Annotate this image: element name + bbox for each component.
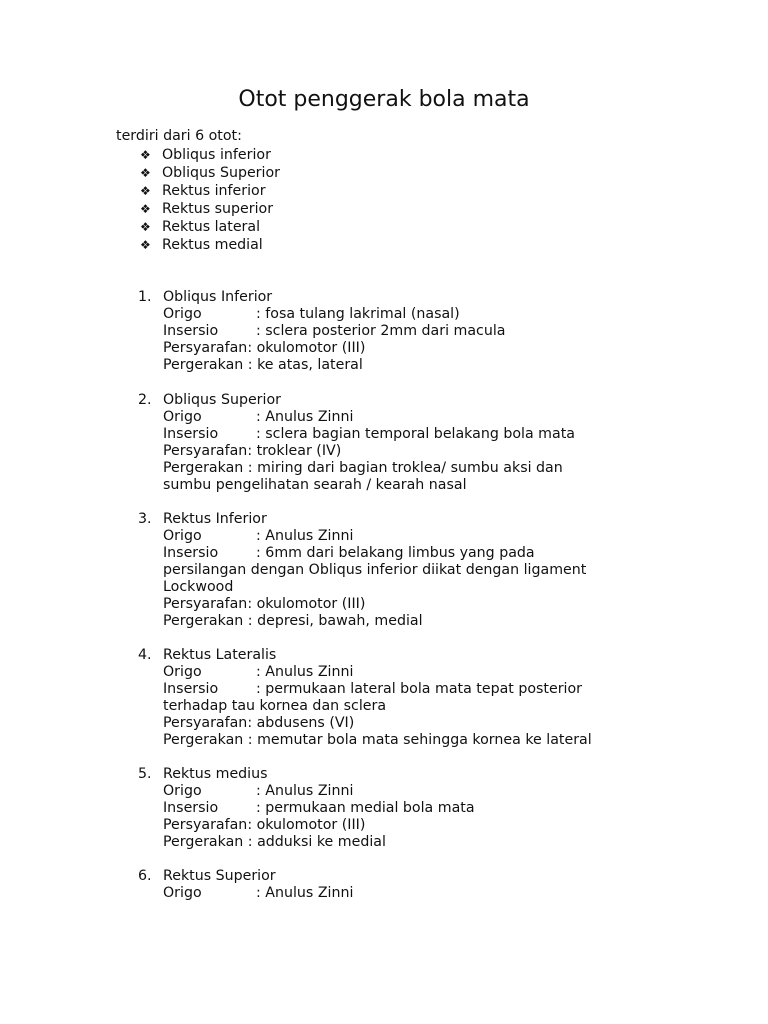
- section-number: 2.: [138, 392, 152, 408]
- section-rektus-medius: [138, 766, 475, 851]
- pergerakan-value: : memutar bola mata sehingga kornea ke lateral: [243, 732, 592, 748]
- pergerakan-value: : adduksi ke medial: [243, 834, 386, 850]
- bullet-label: Rektus medial: [162, 236, 263, 253]
- insersio-value: : permukaan medial bola mata: [256, 800, 475, 816]
- diamond-bullet-icon: ❖: [140, 201, 151, 216]
- bullet-label: Obliqus inferior: [162, 146, 271, 163]
- diamond-bullet-icon: ❖: [140, 165, 151, 180]
- pergerakan-value: : ke atas, lateral: [243, 357, 363, 373]
- origo-value: : Anulus Zinni: [256, 664, 354, 680]
- section-rektus-lateralis: [138, 647, 592, 749]
- diamond-bullet-icon: ❖: [140, 183, 151, 198]
- section-obliqus-inferior: [138, 289, 505, 374]
- pergerakan-label: Pergerakan: [163, 357, 244, 373]
- section-number: 4.: [138, 647, 152, 663]
- diamond-bullet-icon: ❖: [140, 219, 151, 234]
- persyarafan-value: : okulomotor (III): [247, 340, 366, 356]
- origo-value: : Anulus Zinni: [256, 528, 354, 544]
- persyarafan-label: Persyarafan: [163, 817, 248, 833]
- list-item: [140, 164, 280, 182]
- insersio-continuation: Lockwood: [163, 579, 234, 595]
- page-title: Otot penggerak bola mata: [238, 87, 530, 112]
- origo-label: Origo: [163, 885, 202, 901]
- origo-value: : Anulus Zinni: [256, 885, 354, 901]
- section-number: 5.: [138, 766, 152, 782]
- intro-text: terdiri dari 6 otot:: [116, 128, 242, 144]
- insersio-label: Insersio: [163, 800, 219, 816]
- diamond-bullet-icon: ❖: [140, 147, 151, 162]
- insersio-value: : sclera posterior 2mm dari macula: [256, 323, 506, 339]
- list-item: [140, 146, 280, 164]
- section-heading: Rektus medius: [163, 766, 268, 782]
- origo-value: : Anulus Zinni: [256, 783, 354, 799]
- origo-label: Origo: [163, 783, 202, 799]
- insersio-continuation: persilangan dengan Obliqus inferior diikat dengan ligament: [163, 562, 587, 578]
- persyarafan-label: Persyarafan: [163, 715, 248, 731]
- pergerakan-continuation: sumbu pengelihatan searah / kearah nasal: [163, 477, 467, 493]
- pergerakan-label: Pergerakan: [163, 460, 244, 476]
- persyarafan-label: Persyarafan: [163, 443, 248, 459]
- list-item: [140, 182, 280, 200]
- insersio-value: : sclera bagian temporal belakang bola mata: [256, 426, 575, 442]
- section-heading: Rektus Inferior: [163, 511, 267, 527]
- pergerakan-label: Pergerakan: [163, 613, 244, 629]
- insersio-label: Insersio: [163, 323, 219, 339]
- pergerakan-label: Pergerakan: [163, 834, 244, 850]
- bullet-label: Rektus inferior: [162, 182, 266, 199]
- bullet-label: Rektus superior: [162, 200, 274, 217]
- pergerakan-value: : depresi, bawah, medial: [243, 613, 423, 629]
- persyarafan-value: : okulomotor (III): [247, 596, 366, 612]
- section-heading: Obliqus Superior: [163, 392, 281, 408]
- section-heading: Rektus Lateralis: [163, 647, 277, 663]
- section-rektus-superior: [138, 868, 353, 902]
- insersio-value: : permukaan lateral bola mata tepat posterior: [256, 681, 583, 697]
- section-number: 6.: [138, 868, 152, 884]
- persyarafan-label: Persyarafan: [163, 596, 248, 612]
- origo-label: Origo: [163, 528, 202, 544]
- section-rektus-inferior: [138, 511, 586, 630]
- insersio-continuation: terhadap tau kornea dan sclera: [163, 698, 387, 714]
- section-obliqus-superior: [138, 392, 575, 494]
- persyarafan-label: Persyarafan: [163, 340, 248, 356]
- section-number: 1.: [138, 289, 152, 305]
- list-item: [140, 200, 280, 218]
- diamond-bullet-icon: ❖: [140, 237, 151, 252]
- persyarafan-value: : okulomotor (III): [247, 817, 366, 833]
- bullet-label: Rektus lateral: [162, 218, 261, 235]
- persyarafan-value: : abdusens (VI): [247, 715, 355, 731]
- insersio-value: : 6mm dari belakang limbus yang pada: [256, 545, 535, 561]
- insersio-label: Insersio: [163, 681, 219, 697]
- section-heading: Obliqus Inferior: [163, 289, 273, 305]
- origo-value: : fosa tulang lakrimal (nasal): [256, 306, 460, 322]
- origo-label: Origo: [163, 409, 202, 425]
- pergerakan-label: Pergerakan: [163, 732, 244, 748]
- persyarafan-value: : troklear (IV): [247, 443, 342, 459]
- bullet-label: Obliqus Superior: [162, 164, 280, 181]
- list-item: [140, 236, 280, 254]
- section-number: 3.: [138, 511, 152, 527]
- insersio-label: Insersio: [163, 545, 219, 561]
- insersio-label: Insersio: [163, 426, 219, 442]
- origo-value: : Anulus Zinni: [256, 409, 354, 425]
- list-item: [140, 218, 280, 236]
- origo-label: Origo: [163, 306, 202, 322]
- origo-label: Origo: [163, 664, 202, 680]
- muscle-bullet-list: [140, 146, 280, 254]
- section-heading: Rektus Superior: [163, 868, 276, 884]
- pergerakan-value: : miring dari bagian troklea/ sumbu aksi dan: [243, 460, 563, 476]
